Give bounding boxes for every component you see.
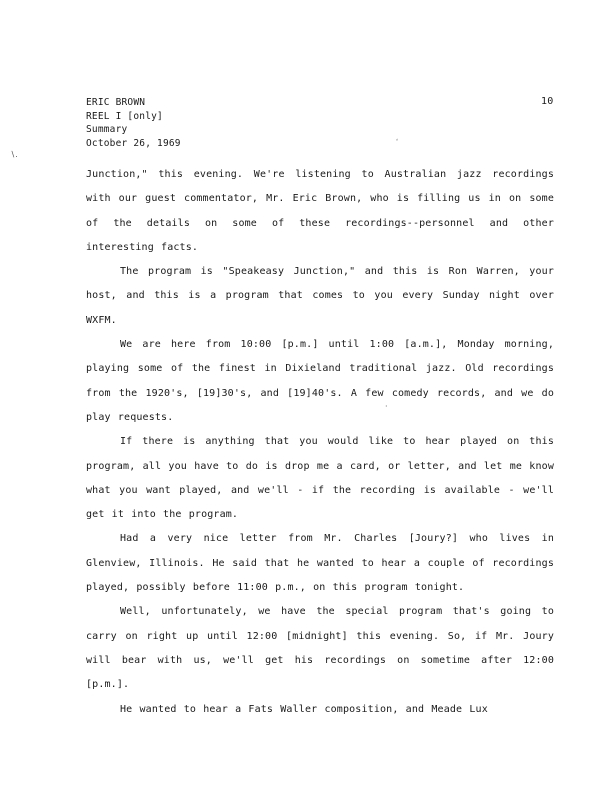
margin-mark: ∖. bbox=[10, 150, 18, 159]
document-header bbox=[86, 96, 181, 150]
paragraph-6: Well, unfortunately, we have the special program that's going to carry on right up until 12:00 [midnight] this evening. So, if Mr. Joury will bear with us, we'll get his recordings on sometime after 12:00 [p.m.]. bbox=[86, 606, 554, 691]
transcript-body bbox=[86, 163, 554, 722]
paragraph-3: We are here from 10:00 [p.m.] until 1:00 [a.m.], Monday morning, playing some of the finest in Dixieland traditional jazz. Old recordings from the 1920's, [19]30's, and [19]40's. A few comedy records, and we do play requests. bbox=[86, 339, 554, 423]
header-date: October 26, 1969 bbox=[86, 137, 181, 149]
paragraph-2: The program is "Speakeasy Junction," and this is Ron Warren, your host, and this is a program that comes to you every Sunday night over WXFM. bbox=[86, 266, 554, 326]
header-reel: REEL I [only] bbox=[86, 110, 163, 122]
header-type: Summary bbox=[86, 124, 128, 135]
paragraph-7: He wanted to hear a Fats Waller composition, and Meade Lux bbox=[120, 703, 488, 715]
stray-pen-mark: ′ bbox=[395, 138, 403, 148]
paragraph-4: If there is anything that you would like to hear played on this program, all you have to do is drop me a card, or letter, and let me know what you want played, and we'll - if the recording is available - we'll get it into the program. bbox=[86, 436, 554, 521]
paragraph-5: Had a very nice letter from Mr. Charles [Joury?] who lives in Glenview, Illinois. He said that he wanted to hear a couple of recordings played, possibly before 11:00 p.m., on this program tonight. bbox=[86, 533, 554, 594]
header-name: ERIC BROWN bbox=[86, 97, 146, 108]
stray-dot: · bbox=[385, 402, 388, 411]
page-number: 10 bbox=[541, 96, 554, 107]
paragraph-1: Junction," this evening. We're listening to Australian jazz recordings with our guest commentator, Mr. Eric Brown, who is filling us in on some of the details on some of these recordings--personnel and other interesting facts. bbox=[86, 169, 554, 253]
